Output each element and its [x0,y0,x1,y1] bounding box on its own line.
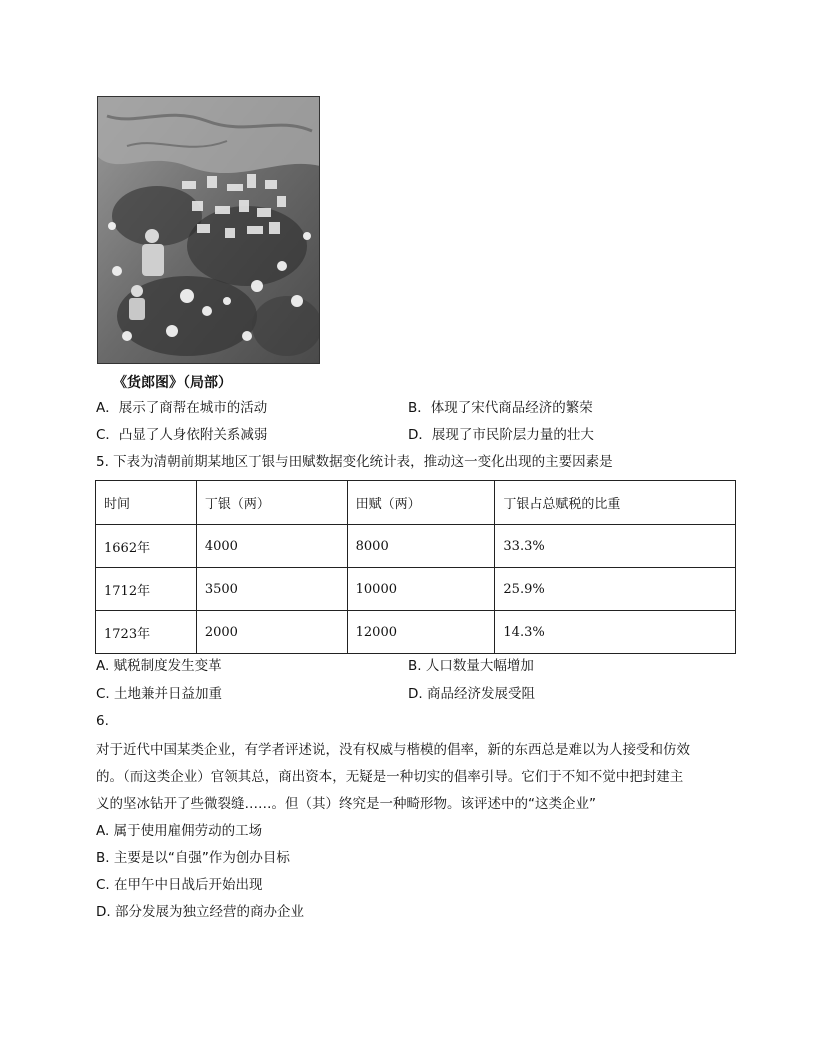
q6-option-c[interactable]: C. 在甲午中日战后开始出现 [96,877,263,893]
table-cell: 14.3% [495,611,736,654]
q5-option-d[interactable]: D. 商品经济发展受阻 [408,686,535,702]
table-row [96,568,736,611]
table-cell: 3500 [196,568,347,611]
table-header-cell: 田赋（两） [347,481,495,525]
q5-option-a[interactable]: A. 赋税制度发生变革 [96,658,222,674]
q4-option-b[interactable]: B．体现了宋代商品经济的繁荣 [408,400,593,416]
table-cell: 33.3% [495,525,736,568]
table-header-row [96,481,736,525]
table-cell: 25.9% [495,568,736,611]
table-row [96,611,736,654]
table-header-cell: 丁银（两） [196,481,347,525]
q6-option-b[interactable]: B. 主要是以“自强”作为创办目标 [96,850,290,866]
painting-image [97,96,320,364]
q4-option-d[interactable]: D．展现了市民阶层力量的壮大 [408,427,594,443]
q6-stem-line: 对于近代中国某类企业，有学者评述说，没有权威与楷模的倡率，新的东西总是难以为人接受和仿效 [96,742,690,758]
q6-number: 6. [96,713,109,729]
q5-option-b[interactable]: B. 人口数量大幅增加 [408,658,534,674]
q6-stem-line: 义的坚冰钻开了些微裂缝……。但（其）终究是一种畸形物。该评述中的“这类企业” [96,796,596,812]
q4-option-c[interactable]: C．凸显了人身依附关系减弱 [96,427,268,443]
table-header-cell: 丁银占总赋税的比重 [495,481,736,525]
table-cell: 1712年 [96,568,197,611]
table-header-cell: 时间 [96,481,197,525]
painting-caption: 《货郎图》（局部） [113,375,232,391]
table-cell: 1723年 [96,611,197,654]
table-cell: 4000 [196,525,347,568]
q6-option-d[interactable]: D. 部分发展为独立经营的商办企业 [96,904,304,920]
q5-stem: 5. 下表为清朝前期某地区丁银与田赋数据变化统计表，推动这一变化出现的主要因素是 [96,454,613,470]
table-cell: 2000 [196,611,347,654]
q6-stem-line: 的。（而这类企业）官领其总，商出资本，无疑是一种切实的倡率引导。它们于不知不觉中把封建主 [96,769,684,785]
q4-option-a[interactable]: A．展示了商帮在城市的活动 [96,400,268,416]
q6-option-a[interactable]: A. 属于使用雇佣劳动的工场 [96,823,263,839]
table-row [96,525,736,568]
table-cell: 12000 [347,611,495,654]
q5-option-c[interactable]: C. 土地兼并日益加重 [96,686,223,702]
table-cell: 1662年 [96,525,197,568]
table-cell: 10000 [347,568,495,611]
table-cell: 8000 [347,525,495,568]
tax-data-table [95,480,736,654]
